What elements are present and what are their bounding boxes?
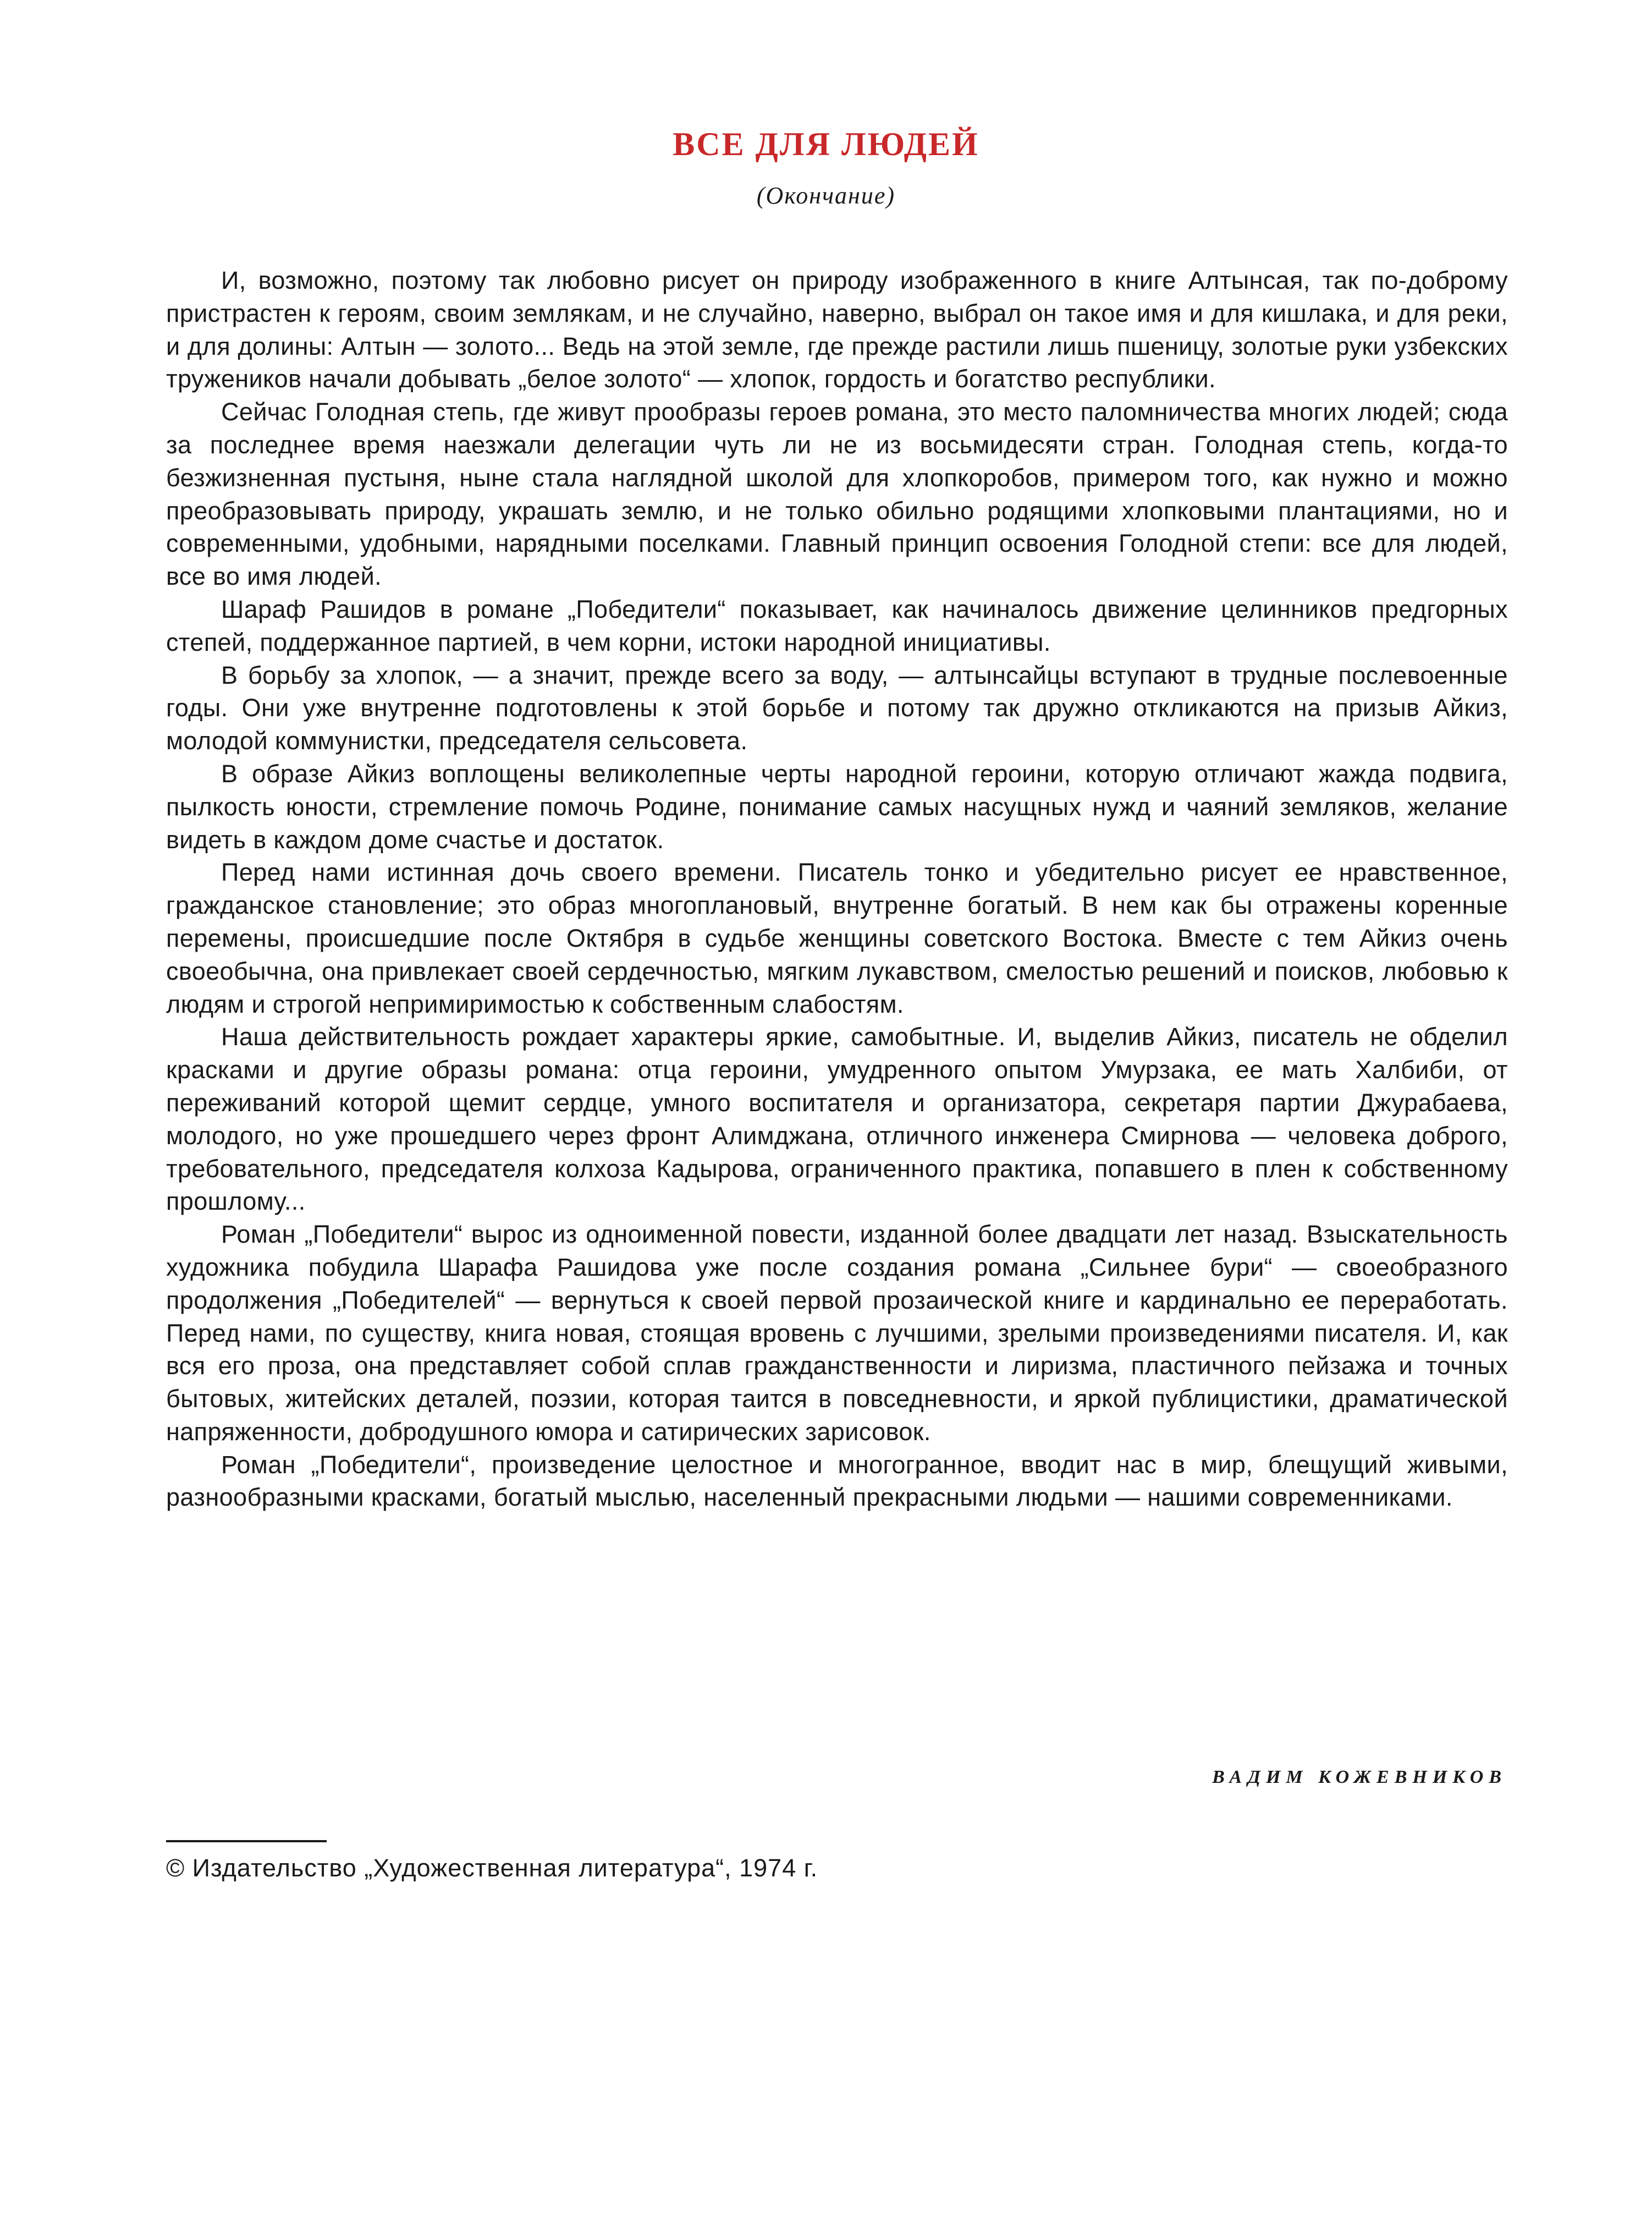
paragraph: Шараф Рашидов в романе „Победители“ показывает, как начиналось движение целинников предгорных степей, поддержанное партией, в чем корни, истоки народной инициативы. (166, 595, 1508, 656)
paragraph: В образе Айкиз воплощены великолепные черты народной героини, которую отличают жажда подвига, пылкость юности, стремление помочь Родине, понимание самых насущных нужд и чаяний земляков, желание видеть в каждом доме счастье и достаток. (166, 759, 1508, 854)
page-title: ВСЕ ДЛЯ ЛЮДЕЙ (673, 126, 979, 162)
paragraph: Роман „Победители“, произведение целостное и многогранное, вводит нас в мир, блещущий живыми, разнообразными красками, богатый мыслью, населенный прекрасными людьми — нашими современниками. (166, 1450, 1508, 1512)
article-body (166, 264, 1508, 1514)
copyright-footnote: © Издательство „Художественная литература“, 1974 г. (166, 1854, 818, 1882)
author-signature: ВАДИМ КОЖЕВНИКОВ (1212, 1767, 1507, 1787)
page-subtitle: (Окончание) (756, 182, 896, 209)
paragraph: В борьбу за хлопок, — а значит, прежде всего за воду, — алтынсайцы вступают в трудные послевоенные годы. Они уже внутренне подготовлены к этой борьбе и потому так дружно откликаются на призыв Айкиз, молодой коммунистки, председателя сельсовета. (166, 661, 1508, 755)
paragraph: Наша действительность рождает характеры яркие, самобытные. И, выделив Айкиз, писатель не обделил красками и другие образы романа: отца героини, умудренного опытом Умурзака, ее мать Халбиби, от переживаний которой щемит сердце, умного воспитателя и организатора, секретаря партии Джурабаева, молодого, но уже прошедшего через фронт Алимджана, отличного инженера Смирнова — человека доброго, требовательного, председателя колхоза Кадырова, ограниченного практика, попавшего в плен к собственному прошлому... (166, 1023, 1508, 1216)
paragraph: И, возможно, поэтому так любовно рисует он природу изображенного в книге Алтынсая, так по-доброму пристрастен к героям, своим землякам, и не случайно, наверно, выбрал он такое имя и для кишлака, и для реки, и для долины: Алтын — золото... Ведь на этой земле, где прежде растили лишь пшеницу, золотые руки узбекских тружеников начали добывать „белое золото“ — хлопок, гордость и богатство республики. (166, 266, 1508, 393)
footnote-divider (166, 1840, 327, 1842)
paragraph: Роман „Победители“ вырос из одноименной повести, изданной более двадцати лет назад. Взыскательность художника побудила Шарафа Рашидова уже после создания романа „Сильнее бури“ — своеобразного продолжения „Победителей“ — вернуться к своей первой прозаической книге и кардинально ее переработать. Перед нами, по существу, книга новая, стоящая вровень с лучшими, зрелыми произведениями писателя. И, как вся его проза, она представляет собой сплав гражданственности и лиризма, пластичного пейзажа и точных бытовых, житейских деталей, поэзии, которая таится в повседневности, и яркой публицистики, драматической напряженности, добродушного юмора и сатирических зарисовок. (166, 1220, 1508, 1446)
paragraph: Сейчас Голодная степь, где живут прообразы героев романа, это место паломничества многих людей; сюда за последнее время наезжали делегации чуть ли не из восьмидесяти стран. Голодная степь, когда-то безжизненная пустыня, ныне стала наглядной школой для хлопкоробов, примером того, как нужно и можно преобразовывать природу, украшать землю, и не только обильно родящими хлопковыми плантациями, но и современными, удобными, нарядными поселками. Главный принцип освоения Голодной степи: все для людей, все во имя людей. (166, 398, 1508, 591)
paragraph: Перед нами истинная дочь своего времени. Писатель тонко и убедительно рисует ее нравственное, гражданское становление; это образ многоплановый, внутренне богатый. В нем как бы отражены коренные перемены, происшедшие после Октября в судьбе женщины советского Востока. Вместе с тем Айкиз очень своеобычна, она привлекает своей сердечностью, мягким лукавством, смелостью решений и поисков, любовью к людям и строгой непримиримостью к собственным слабостям. (166, 858, 1508, 1018)
